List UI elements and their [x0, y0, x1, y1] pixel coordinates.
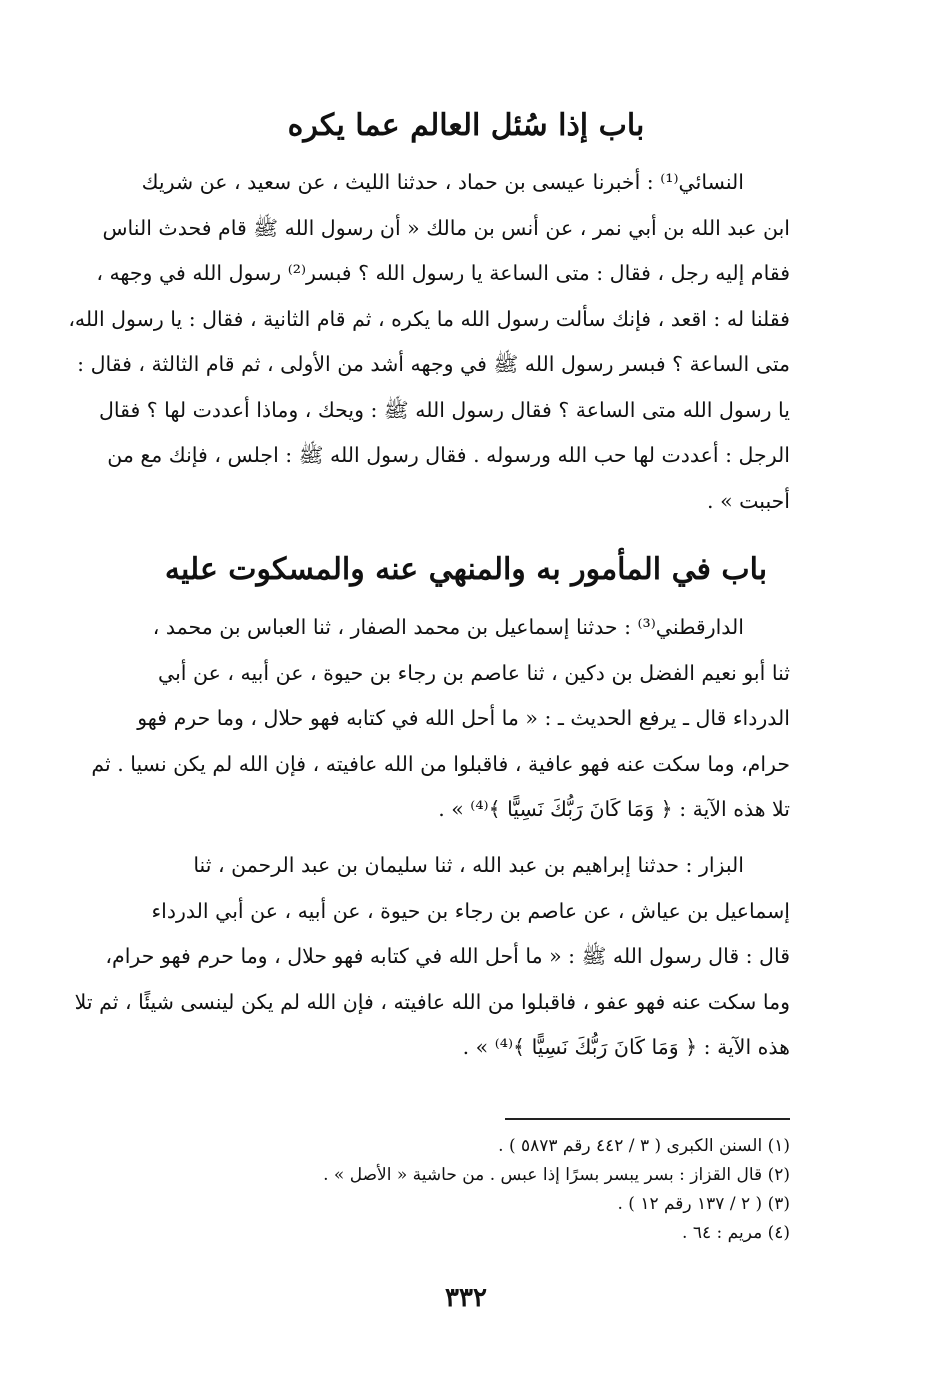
- text-line: البزار : حدثنا إبراهيم بن عبد الله ، ثنا سليمان بن عبد الرحمن ، ثنا: [193, 853, 744, 877]
- footnotes: [200, 1132, 790, 1248]
- hadith-paragraph-daraqutni: [52, 605, 790, 833]
- text-line: متى الساعة ؟ فبسر رسول الله ﷺ في وجهه أشد من الأولى ، ثم قام الثالثة ، فقال :: [77, 352, 790, 376]
- text-line: حرام، وما سكت عنه فهو عافية ، فاقبلوا من الله عافيته ، فإن الله لم يكن نسيا . ثم: [91, 751, 790, 776]
- footnote-divider: [505, 1118, 790, 1120]
- text-line: ثنا أبو نعيم الفضل بن دكين ، ثنا عاصم بن رجاء بن حيوة ، عن أبيه ، عن أبي: [158, 660, 790, 685]
- text-line: ابن عبد الله بن أبي نمر ، عن أنس بن مالك « أن رسول الله ﷺ قام فحدث الناس: [102, 215, 790, 240]
- footnote-2: (٢) قال القزاز : بسر يبسر بسرًا إذا عبس . من حاشية « الأصل » .: [323, 1165, 790, 1185]
- text-line: فقام إليه رجل ، فقال : متى الساعة يا رسول الله ؟ فبسر⁽²⁾ رسول الله في وجهه ،: [96, 261, 790, 285]
- text-line: تلا هذه الآية : ﴿ وَمَا كَانَ رَبُّكَ نَسِيًّا ﴾⁽⁴⁾ » .: [438, 797, 790, 821]
- hadith-paragraph-nasai: [52, 160, 790, 524]
- footnote-1: (١) السنن الكبرى ( ٣ / ٤٤٢ رقم ٥٨٧٣ ) .: [498, 1136, 790, 1156]
- text-line: يا رسول الله متى الساعة ؟ فقال رسول الله ﷺ : ويحك ، وماذا أعددت لها ؟ فقال: [98, 397, 790, 422]
- text-line: الرجل : أعددت لها حب الله ورسوله . فقال رسول الله ﷺ : اجلس ، فإنك مع من: [107, 443, 790, 467]
- text-line: هذه الآية : ﴿ وَمَا كَانَ رَبُّكَ نَسِيًّا ﴾⁽⁴⁾ » .: [462, 1035, 790, 1059]
- text-line: النسائي⁽¹⁾ : أخبرنا عيسى بن حماد ، حدثنا الليث ، عن سعيد ، عن شريك: [141, 170, 744, 194]
- text-line: قال : قال رسول الله ﷺ : « ما أحل الله في كتابه فهو حلال ، وما حرم فهو حرام،: [105, 944, 790, 968]
- text-line: فقلنا له : اقعد ، فإنك سألت رسول الله ما يكره ، ثم قام الثانية ، فقال : يا رسول الله،: [68, 306, 790, 331]
- footnote-3: (٣) ( ٢ / ١٣٧ رقم ١٢ ) .: [617, 1194, 790, 1214]
- footnote-4: (٤) مريم : ٦٤ .: [682, 1223, 790, 1243]
- section-title-2: باب في المأمور به والمنهي عنه والمسكوت عليه: [164, 552, 768, 587]
- section-title-1: باب إذا سُئل العالم عما يكره: [287, 108, 645, 143]
- text-line: إسماعيل بن عياش ، عن عاصم بن رجاء بن حيوة ، عن أبيه ، عن أبي الدرداء: [151, 898, 790, 923]
- text-line: أحببت » .: [707, 488, 790, 513]
- text-line: وما سكت عنه فهو عفو ، فاقبلوا من الله عافيته ، فإن الله لم يكن لينسى شيئًا ، ثم تلا: [74, 989, 790, 1014]
- page-number: ٣٣٢: [445, 1283, 487, 1313]
- hadith-paragraph-bazzar: [52, 843, 790, 1071]
- text-line: الدارقطني⁽³⁾ : حدثنا إسماعيل بن محمد الصفار ، ثنا العباس بن محمد ،: [152, 615, 744, 639]
- text-line: الدرداء قال ـ يرفع الحديث ـ : « ما أحل الله في كتابه فهو حلال ، وما حرم فهو: [137, 706, 790, 730]
